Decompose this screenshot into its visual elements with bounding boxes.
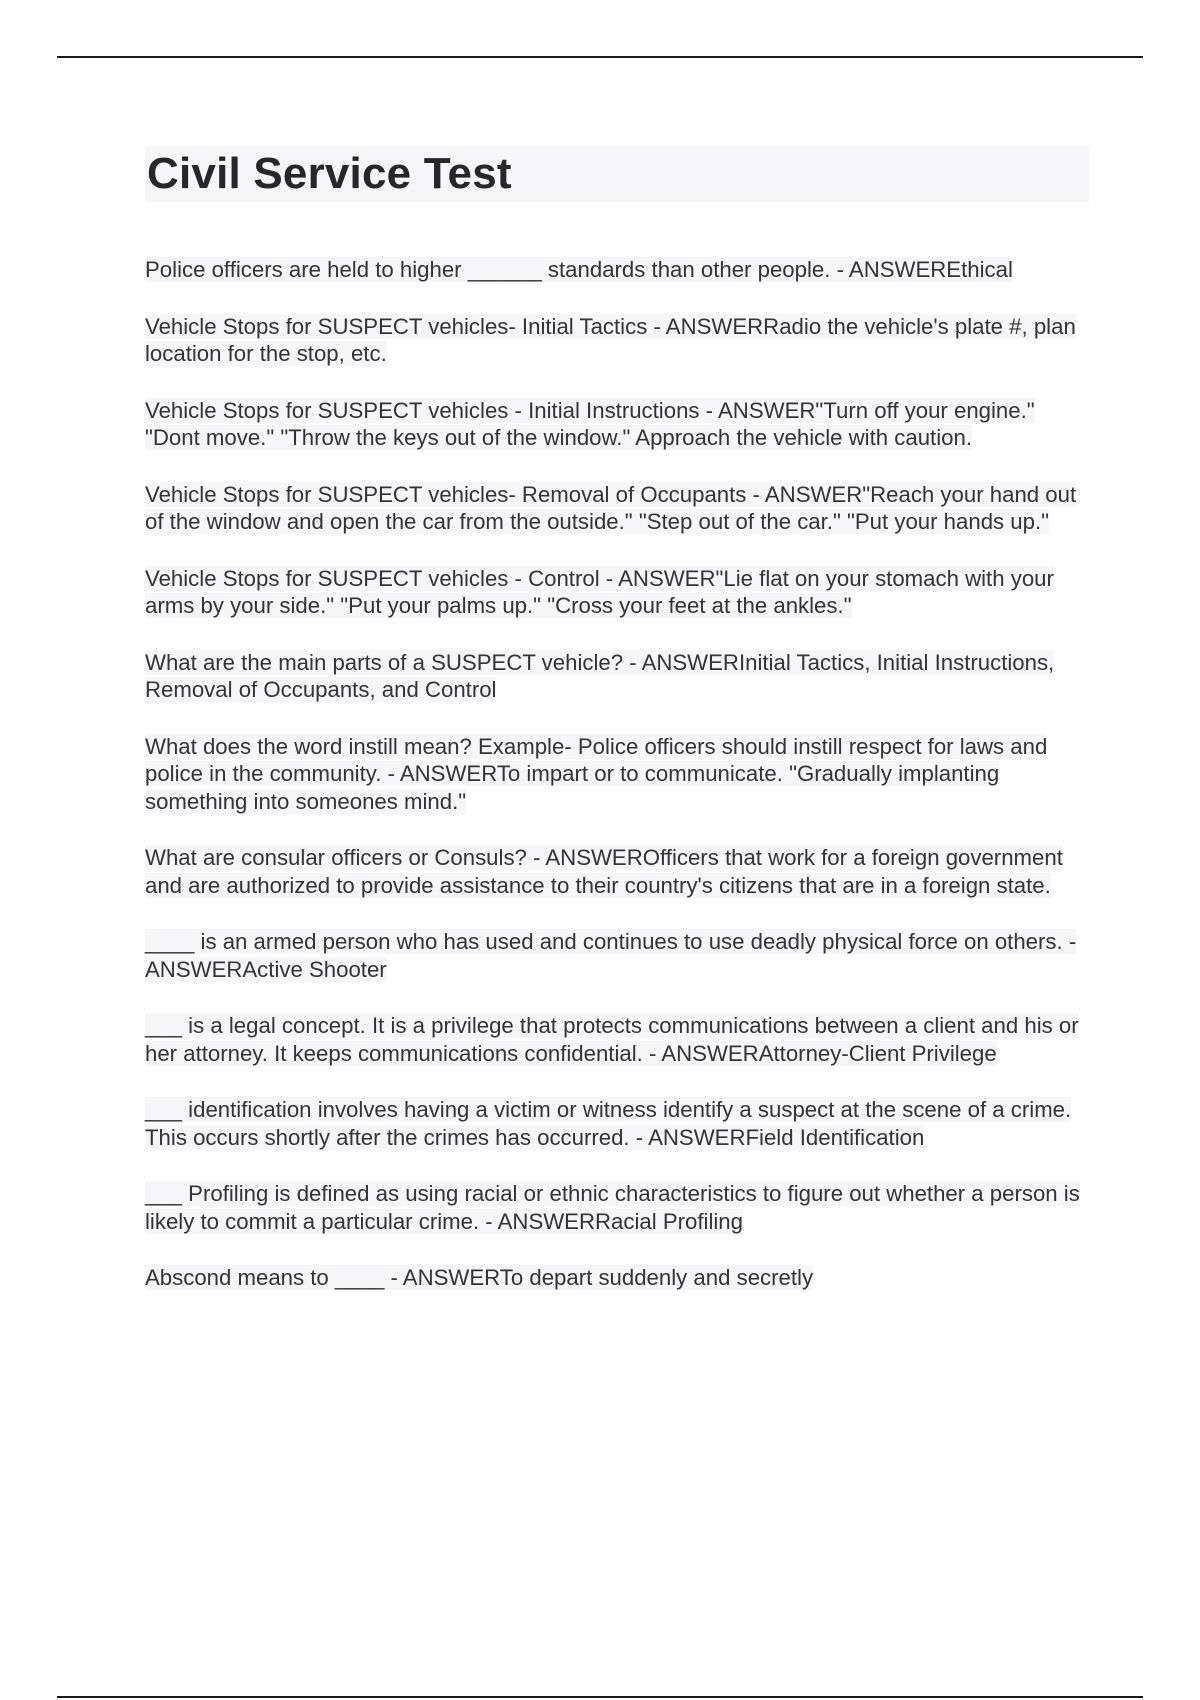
- qa-item: [145, 844, 1089, 899]
- qa-item-text: ___ is a legal concept. It is a privilege that protects communications between a client and his or her attorney. It keeps communications confidential. - ANSWERAttorney-Client Privilege: [145, 1013, 1079, 1066]
- qa-item-text: ___ Profiling is defined as using racial or ethnic characteristics to figure out whether a person is likely to commit a particular crime. - ANSWERRacial Profiling: [145, 1181, 1080, 1234]
- qa-item-text: Vehicle Stops for SUSPECT vehicles- Removal of Occupants - ANSWER"Reach your hand out of the window and open the car from the outside." "Step out of the car." "Put your hands up.": [145, 481, 1077, 534]
- bottom-rule: [57, 1696, 1143, 1698]
- qa-list: [145, 256, 1089, 1321]
- qa-item-text: Abscond means to ____ - ANSWERTo depart suddenly and secretly: [145, 1265, 814, 1290]
- qa-item-text: What does the word instill mean? Example- Police officers should instill respect for laws and police in the community. - ANSWERTo impart or to communicate. "Gradually implanting something into someones mind.": [145, 733, 1048, 814]
- qa-item-text: What are consular officers or Consuls? - ANSWEROfficers that work for a foreign government and are authorized to provide assistance to their country's citizens that are in a foreign state.: [145, 845, 1063, 898]
- title-band: [145, 146, 1089, 202]
- qa-item: [145, 1012, 1089, 1067]
- qa-item: [145, 397, 1089, 452]
- qa-item: [145, 928, 1089, 983]
- qa-item-text: Vehicle Stops for SUSPECT vehicles - Control - ANSWER"Lie flat on your stomach with your arms by your side." "Put your palms up." "Cross your feet at the ankles.": [145, 565, 1054, 618]
- qa-item: [145, 256, 1089, 284]
- qa-item-text: Vehicle Stops for SUSPECT vehicles - Initial Instructions - ANSWER"Turn off your engine." "Dont move." "Throw the keys out of the window." Approach the vehicle with caution.: [145, 397, 1035, 450]
- qa-item: [145, 565, 1089, 620]
- qa-item: [145, 1096, 1089, 1151]
- qa-item: [145, 481, 1089, 536]
- qa-item: [145, 313, 1089, 368]
- qa-item: [145, 733, 1089, 816]
- qa-item-text: What are the main parts of a SUSPECT vehicle? - ANSWERInitial Tactics, Initial Instructions, Removal of Occupants, and Control: [145, 649, 1055, 702]
- qa-item-text: Police officers are held to higher ______ standards than other people. - ANSWEREthical: [145, 257, 1013, 282]
- qa-item: [145, 1264, 1089, 1292]
- qa-item: [145, 1180, 1089, 1235]
- qa-item-text: ____ is an armed person who has used and continues to use deadly physical force on others. - ANSWERActive Shooter: [145, 929, 1077, 982]
- top-rule: [57, 56, 1143, 58]
- qa-item-text: Vehicle Stops for SUSPECT vehicles- Initial Tactics - ANSWERRadio the vehicle's plate #, plan location for the stop, etc.: [145, 313, 1076, 366]
- document-title: Civil Service Test: [147, 149, 512, 198]
- qa-item: [145, 649, 1089, 704]
- qa-item-text: ___ identification involves having a victim or witness identify a suspect at the scene of a crime. This occurs shortly after the crimes has occurred. - ANSWERField Identification: [145, 1097, 1072, 1150]
